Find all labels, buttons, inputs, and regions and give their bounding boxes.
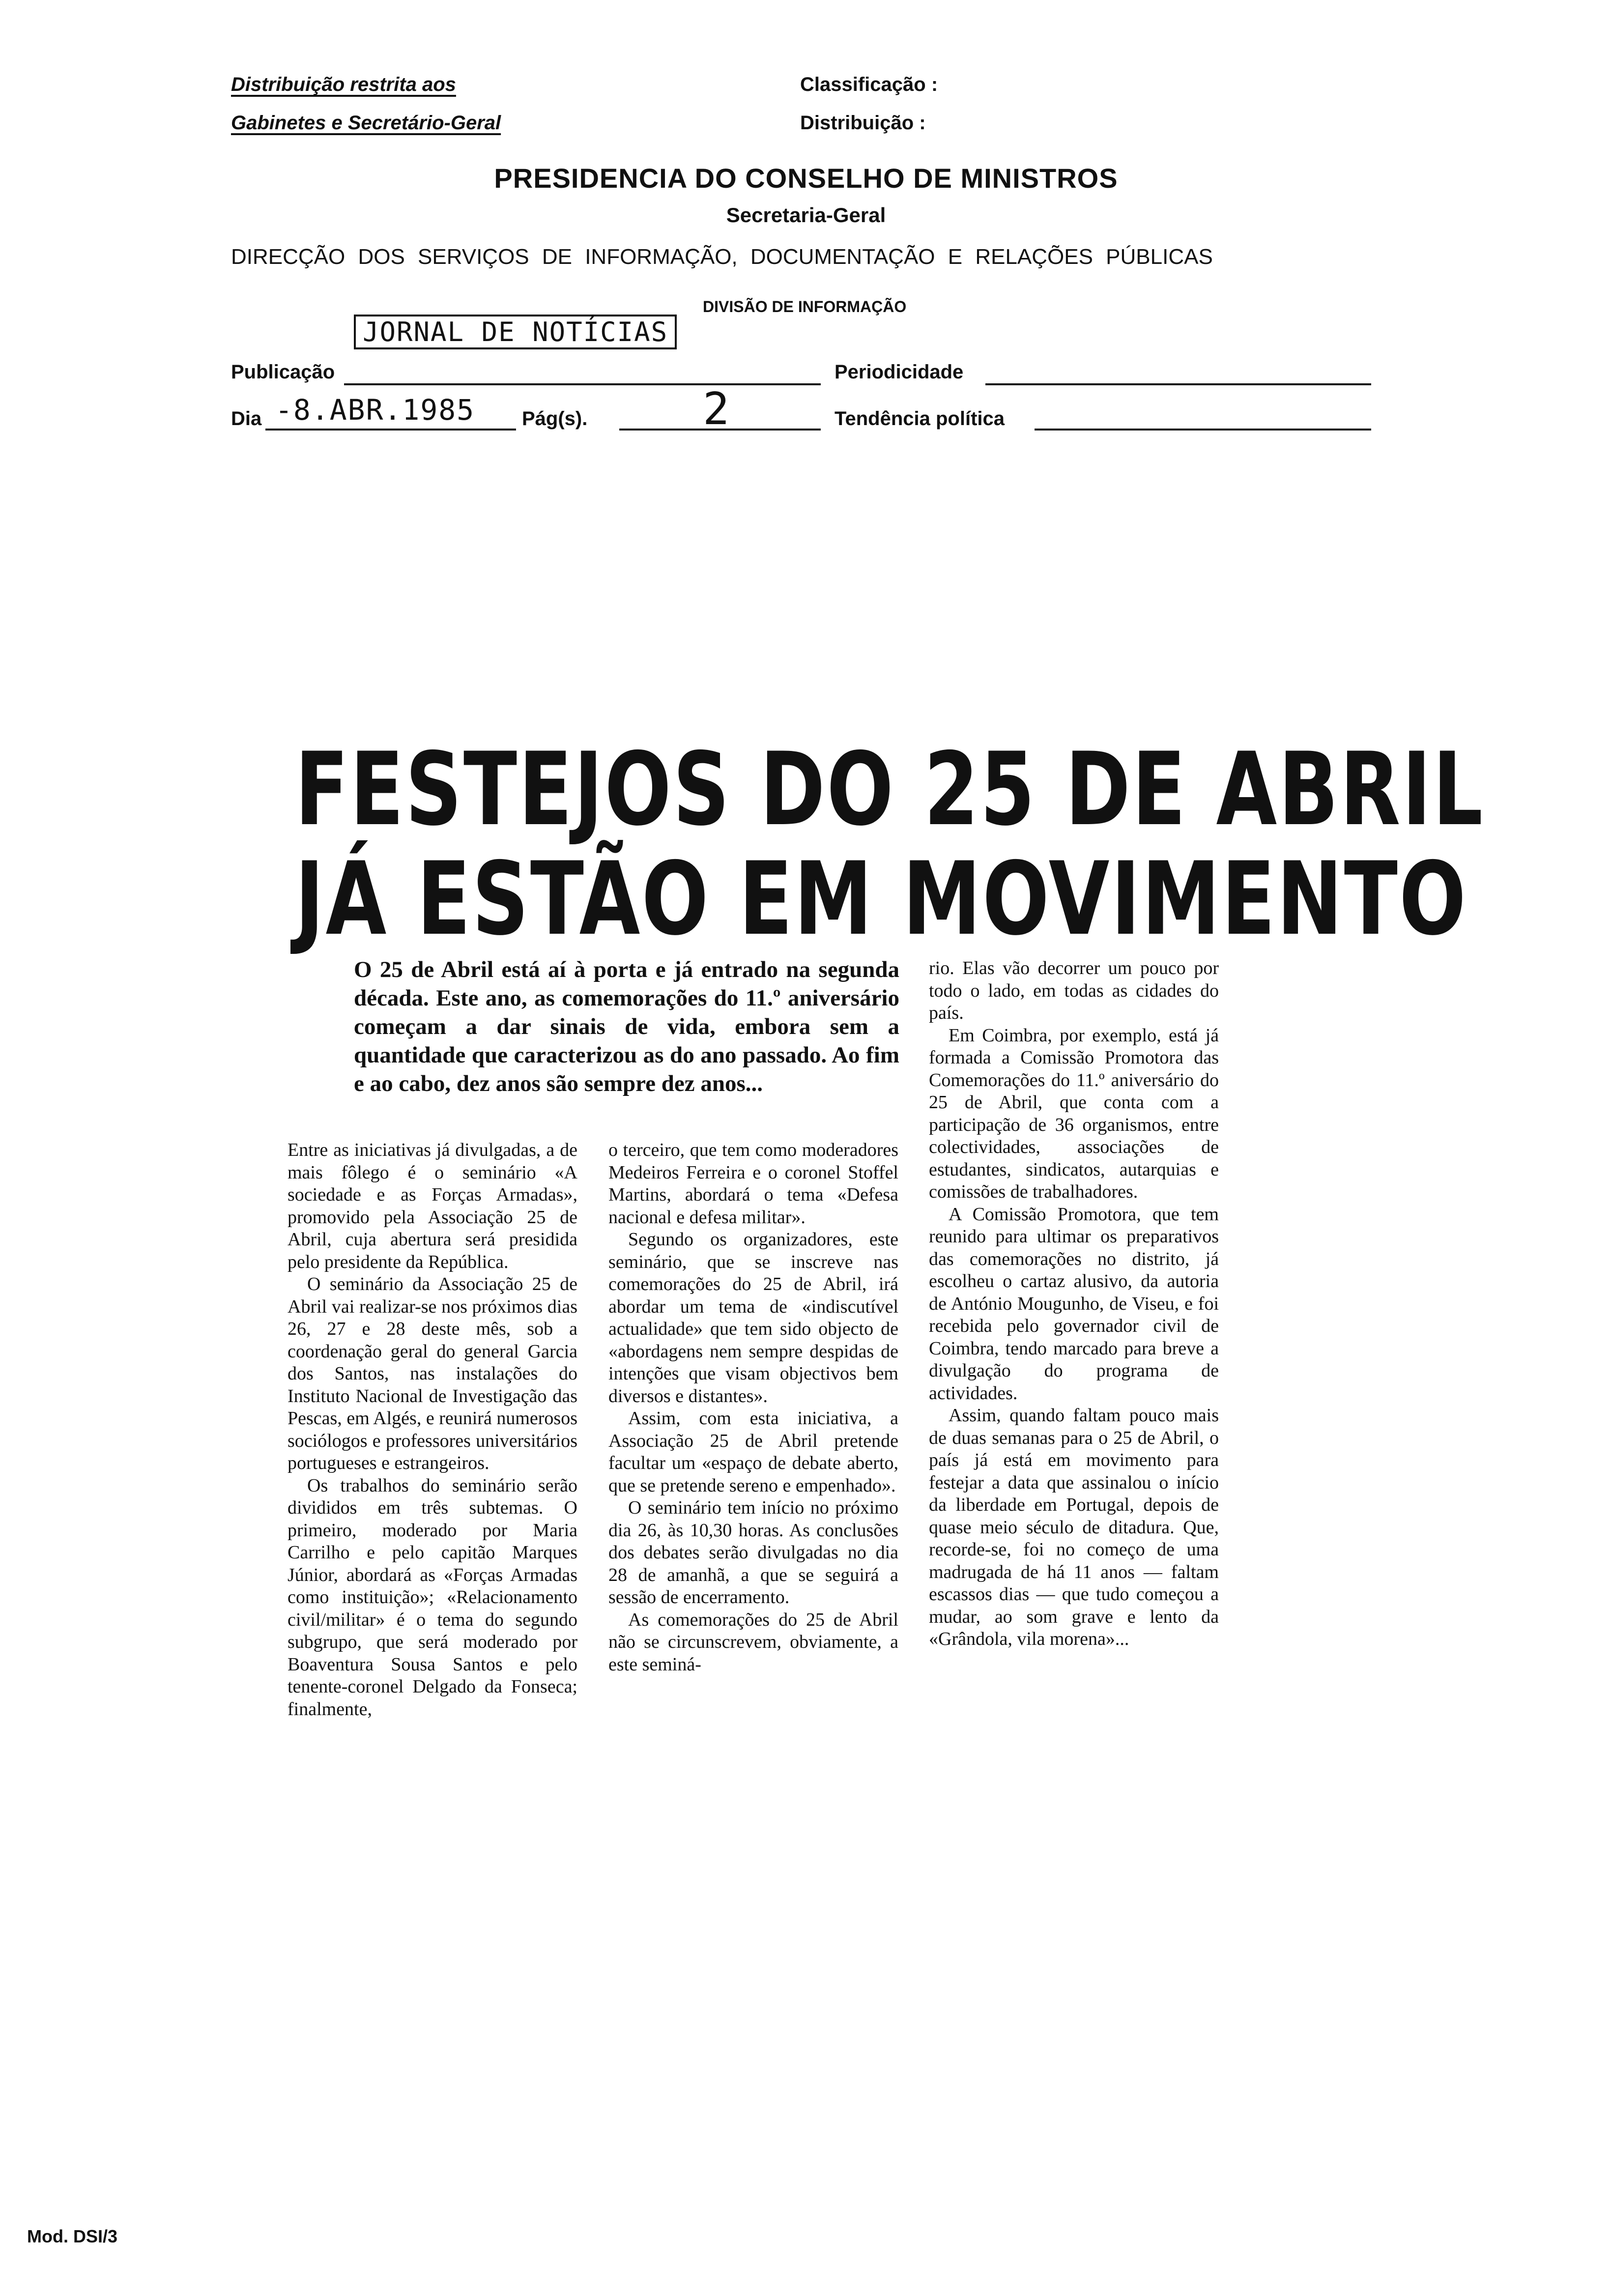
col3-paragraph: rio. Elas vão decorrer um pouco por todo o lado, em todas as cidades do país. bbox=[929, 958, 1219, 1023]
col2-paragraph: Assim, com esta iniciativa, a Associação 25 de Abril pretende facultar um «espaço de debate aberto, que se pretende sereno e empenhado». bbox=[608, 1408, 898, 1496]
pages-rule bbox=[619, 429, 821, 430]
headline-line2: JÁ ESTÃO EM MOVIMENTO bbox=[295, 841, 1468, 958]
periodicity-label: Periodicidade bbox=[835, 361, 964, 383]
col3-paragraph: Em Coimbra, por exemplo, está já formada a Comissão Promotora das Comemorações do 11.º aniversário do 25 de Abril, que conta com a participação de 36 organismos, entre colectividades, associações de estudantes, sindicatos, autarquias e comissões de trabalhadores. bbox=[929, 1025, 1219, 1202]
article-column-2 bbox=[608, 1139, 898, 1676]
form-code: Mod. DSI/3 bbox=[27, 2226, 118, 2246]
col1-paragraph: Entre as iniciativas já divulgadas, a de mais fôlego é o seminário «A sociedade e as Forças Armadas», promovido pela Associação 25 de Abril, cuja abertura será presidida pelo presidente da República. bbox=[288, 1140, 577, 1272]
periodicity-rule bbox=[985, 383, 1371, 385]
col1-paragraph: O seminário da Associação 25 de Abril vai realizar-se nos próximos dias 26, 27 e 28 deste mês, sob a coordenação geral do general Garcia dos Santos, nas instalações do Instituto Nacional de Investigação das Pescas, em Algés, e reunirá numerosos sociólogos e professores universitários portugueses e estrangeiros. bbox=[288, 1274, 577, 1473]
col2-paragraph: As comemorações do 25 de Abril não se circunscrevem, obviamente, a este seminá- bbox=[608, 1609, 898, 1675]
col2-paragraph: O seminário tem início no próximo dia 26, às 10,30 horas. As conclusões dos debates serão divulgadas no dia 28 de amanhã, a que se seguirá a sessão de encerramento. bbox=[608, 1497, 898, 1607]
restricted-distribution-line1: Distribuição restrita aos bbox=[231, 74, 456, 95]
political-tendency-label: Tendência política bbox=[835, 408, 1005, 430]
headline-line1: FESTEJOS DO 25 DE ABRIL bbox=[295, 731, 1485, 848]
col1-paragraph: Os trabalhos do seminário serão divididos em três subtemas. O primeiro, moderado por Maria Carrilho e pelo capitão Marques Júnior, abordará as «Forças Armadas como instituição»; «Relacionamento civil/militar» é o tema do segundo subgrupo, que será moderado por Boaventura Sousa Santos e pelo tenente-coronel Delgado da Fonseca; finalmente, bbox=[288, 1475, 577, 1720]
distribution-label: Distribuição : bbox=[800, 112, 926, 134]
day-label: Dia bbox=[231, 408, 262, 430]
day-rule bbox=[265, 429, 516, 430]
pages-value: 2 bbox=[703, 383, 731, 435]
directorate-line: DIRECÇÃO DOS SERVIÇOS DE INFORMAÇÃO, DOCUMENTAÇÃO E RELAÇÕES PÚBLICAS bbox=[231, 245, 1213, 269]
classification-label: Classificação : bbox=[800, 74, 938, 95]
restricted-distribution-line2: Gabinetes e Secretário-Geral bbox=[231, 112, 501, 134]
division-label: DIVISÃO DE INFORMAÇÃO bbox=[703, 298, 907, 316]
col2-paragraph: o terceiro, que tem como moderadores Medeiros Ferreira e o coronel Stoffel Martins, abordará o tema «Defesa nacional e defesa militar». bbox=[608, 1140, 898, 1228]
col3-paragraph: Assim, quando faltam pouco mais de duas semanas para o 25 de Abril, o país já está em movimento para festejar a data que assinalou o início da liberdade em Portugal, depois de quase meio século de ditadura. Que, recorde-se, foi no começo de uma madrugada de há 11 anos — faltam escassos dias — que tudo começou a mudar, ao som grave e lento da «Grândola, vila morena»... bbox=[929, 1405, 1219, 1649]
col2-paragraph: Segundo os organizadores, este seminário, que se inscreve nas comemorações do 25 de Abril, irá abordar um tema de «indiscutível actualidade» que tem sido objecto de «abordagens nem sempre despidas de intenções que visam objectivos bem diversos e distantes». bbox=[608, 1229, 898, 1406]
lead-paragraph: O 25 de Abril está aí à porta e já entrado na segunda década. Este ano, as comemorações do 11.º aniversário começam a dar sinais de vida, embora sem a quantidade que caracterizou as do ano passado. Ao fim e ao cabo, dez anos são sempre dez anos... bbox=[354, 957, 899, 1096]
day-value: -8.ABR.1985 bbox=[275, 393, 475, 427]
publication-stamp: JORNAL DE NOTÍCIAS bbox=[354, 315, 677, 349]
page-title: PRESIDENCIA DO CONSELHO DE MINISTROS bbox=[494, 163, 1118, 194]
publication-rule bbox=[344, 383, 821, 385]
political-tendency-rule bbox=[1035, 429, 1371, 430]
col3-paragraph: A Comissão Promotora, que tem reunido para ultimar os preparativos das comemorações no distrito, já escolheu o cartaz alusivo, da autoria de António Mougunho, de Viseu, e foi recebida pelo governador civil de Coimbra, tendo marcado para breve a divulgação do programa de actividades. bbox=[929, 1204, 1219, 1404]
publication-label: Publicação bbox=[231, 361, 335, 383]
page-subtitle: Secretaria-Geral bbox=[726, 203, 886, 227]
pages-label: Pág(s). bbox=[522, 408, 588, 430]
article-column-3 bbox=[929, 957, 1219, 1651]
article-column-1 bbox=[288, 1139, 577, 1721]
